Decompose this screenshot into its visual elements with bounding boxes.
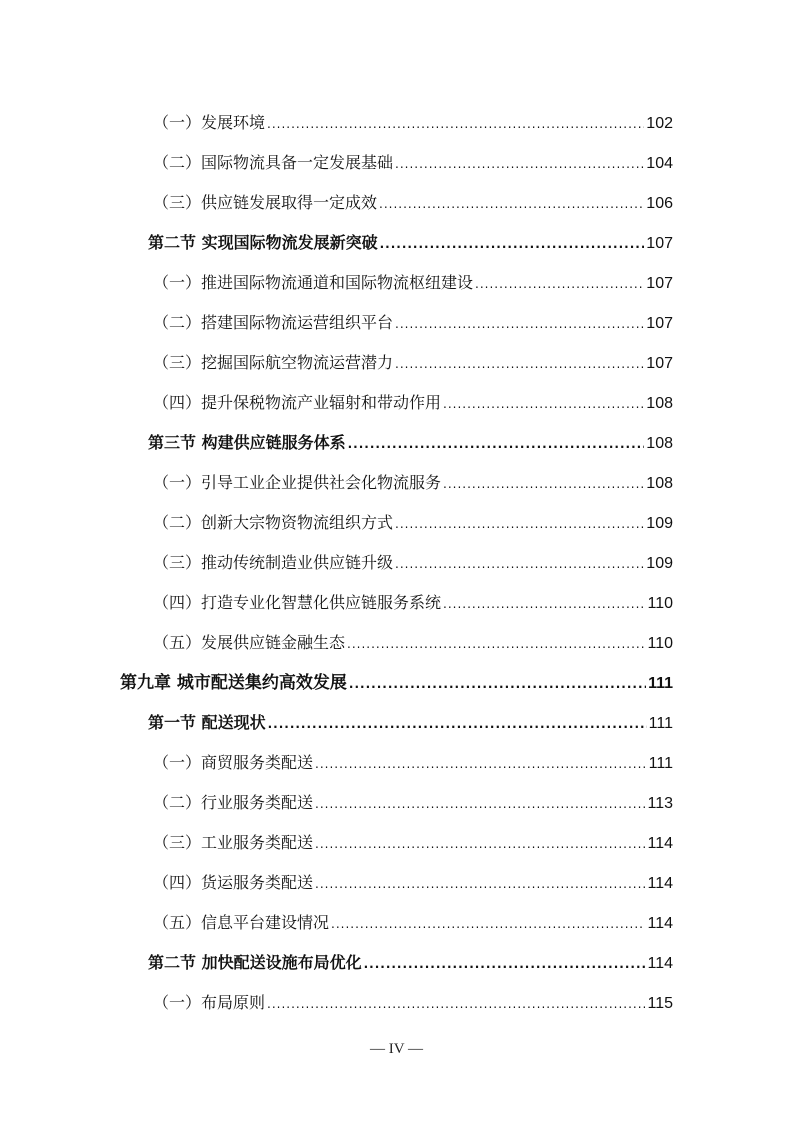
toc-entry-title: （四）提升保税物流产业辐射和带动作用 [153, 393, 442, 412]
toc-entry[interactable] [148, 711, 673, 735]
dot-leader [348, 432, 645, 456]
toc-entry[interactable] [153, 471, 673, 495]
toc-entry-title: （一）商贸服务类配送 [153, 753, 314, 772]
toc-entry[interactable] [153, 551, 673, 575]
toc-entry-page: 108 [646, 475, 673, 492]
toc-entry[interactable] [153, 631, 673, 655]
toc-entry[interactable] [153, 871, 673, 895]
toc-entry-title: （三）工业服务类配送 [153, 833, 314, 852]
toc-entry-page: 111 [648, 755, 673, 772]
toc-entry-page: 114 [647, 915, 673, 932]
dot-leader [331, 912, 645, 936]
toc-entry-page: 102 [646, 115, 673, 132]
toc-entry[interactable] [153, 831, 673, 855]
dot-leader [395, 152, 644, 176]
dot-leader [395, 552, 644, 576]
toc-entry-page: 111 [648, 715, 673, 732]
toc-entry-page: 113 [647, 795, 673, 812]
toc-entry-page: 111 [648, 675, 673, 692]
toc-entry-title: 第三节 构建供应链服务体系 [148, 433, 346, 452]
toc-entry-page: 114 [647, 835, 673, 852]
toc-entry[interactable] [153, 791, 673, 815]
dot-leader [395, 352, 644, 376]
toc-entry-page: 110 [647, 595, 673, 612]
toc-entry[interactable] [153, 511, 673, 535]
toc-entry-page: 107 [646, 235, 673, 252]
toc-entry[interactable] [153, 751, 673, 775]
dot-leader [315, 752, 647, 776]
dot-leader [443, 472, 644, 496]
toc-entry-title: （三）推动传统制造业供应链升级 [153, 553, 394, 572]
toc-entry-title: （一）引导工业企业提供社会化物流服务 [153, 473, 442, 492]
dot-leader [268, 712, 647, 736]
dot-leader [315, 792, 645, 816]
toc-entry-page: 107 [646, 355, 673, 372]
toc-entry-page: 107 [646, 315, 673, 332]
toc-entry[interactable] [148, 951, 673, 975]
toc-entry[interactable] [153, 271, 673, 295]
toc-entry-page: 106 [646, 195, 673, 212]
dot-leader [315, 832, 645, 856]
toc-entry-title: （五）信息平台建设情况 [153, 913, 330, 932]
toc-entry[interactable] [153, 911, 673, 935]
dot-leader [364, 952, 646, 976]
dot-leader [443, 392, 644, 416]
toc-entry-page: 109 [646, 555, 673, 572]
toc-entry-title: （四）货运服务类配送 [153, 873, 314, 892]
toc-entry-title: （一）布局原则 [153, 993, 266, 1012]
toc-entry-page: 109 [646, 515, 673, 532]
page-number: — IV — [369, 1041, 424, 1057]
toc-entry[interactable] [153, 591, 673, 615]
toc-entry-title: （五）发展供应链金融生态 [153, 633, 346, 652]
toc-entry[interactable] [153, 151, 673, 175]
toc-entry[interactable] [153, 191, 673, 215]
toc-entry-title: 第二节 加快配送设施布局优化 [148, 953, 362, 972]
dot-leader [395, 512, 644, 536]
dot-leader [475, 272, 644, 296]
toc-entry[interactable] [153, 991, 673, 1015]
toc-entry-title: （三）挖掘国际航空物流运营潜力 [153, 353, 394, 372]
dot-leader [379, 192, 644, 216]
toc-entry-page: 114 [647, 955, 673, 972]
toc-entry-title: （二）创新大宗物资物流组织方式 [153, 513, 394, 532]
dot-leader [395, 312, 644, 336]
toc-entry-title: （二）搭建国际物流运营组织平台 [153, 313, 394, 332]
toc-entry[interactable] [153, 351, 673, 375]
toc-entry[interactable] [153, 311, 673, 335]
toc-entry-title: （一）发展环境 [153, 113, 266, 132]
dot-leader [267, 992, 645, 1016]
toc-entry[interactable] [148, 431, 673, 455]
toc-entry-title: （三）供应链发展取得一定成效 [153, 193, 378, 212]
toc-entry-page: 108 [646, 395, 673, 412]
dot-leader [267, 112, 644, 136]
toc-entry-title: （二）国际物流具备一定发展基础 [153, 153, 394, 172]
dot-leader [315, 872, 645, 896]
dot-leader [380, 232, 645, 256]
dot-leader [349, 672, 646, 696]
toc-entry[interactable] [120, 671, 673, 695]
toc-entry[interactable] [153, 111, 673, 135]
dot-leader [347, 632, 645, 656]
toc-entry-page: 114 [647, 875, 673, 892]
toc-entry-title: （四）打造专业化智慧化供应链服务系统 [153, 593, 442, 612]
toc-entry-page: 108 [646, 435, 673, 452]
toc-entry[interactable] [148, 231, 673, 255]
dot-leader [443, 592, 645, 616]
toc-entry-title: （二）行业服务类配送 [153, 793, 314, 812]
toc-entry-title: 第九章 城市配送集约高效发展 [120, 673, 347, 693]
toc-entry-title: 第一节 配送现状 [148, 713, 266, 732]
toc-entry-title: （一）推进国际物流通道和国际物流枢纽建设 [153, 273, 474, 292]
toc-entry-page: 110 [647, 635, 673, 652]
toc-entry-page: 115 [647, 995, 673, 1012]
toc-entry-page: 104 [646, 155, 673, 172]
toc-entry-page: 107 [646, 275, 673, 292]
toc-entry[interactable] [153, 391, 673, 415]
toc-entry-title: 第二节 实现国际物流发展新突破 [148, 233, 378, 252]
